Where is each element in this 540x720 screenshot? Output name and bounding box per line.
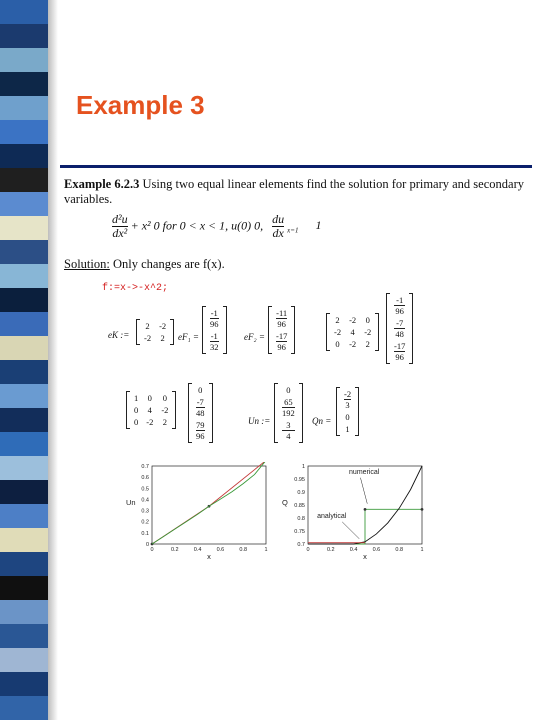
- matrix-cell: -2: [349, 315, 357, 325]
- matrix-cell: -2: [349, 339, 357, 349]
- ode-tail: + x² 0 for 0 < x < 1, u(0) 0,: [130, 218, 264, 233]
- matrix-cell: 1: [345, 424, 350, 434]
- stripe-block: [0, 72, 48, 96]
- y-tick-label: 0.7: [141, 464, 149, 470]
- matrix-cell: 0: [365, 315, 370, 325]
- matrix-cell: 0: [162, 393, 168, 403]
- stripe-block: [0, 648, 48, 672]
- matrix-cell: 0: [335, 339, 340, 349]
- matrix-cell: -2: [159, 321, 167, 331]
- stripe-block: [0, 456, 48, 480]
- matrix-cell: 2: [145, 321, 150, 331]
- x-tick-label: 0.2: [170, 547, 179, 553]
- y-tick-label: 0.3: [141, 508, 149, 515]
- solution-line: [64, 257, 225, 272]
- stripe-shadow: [48, 0, 58, 720]
- decorative-stripe: [0, 0, 48, 720]
- matrix-cell: 2: [365, 339, 370, 349]
- stripe-block: [0, 216, 48, 240]
- x-tick-label: 1: [264, 547, 268, 553]
- bc-rhs: 1: [315, 218, 322, 233]
- problem-statement: [64, 177, 524, 207]
- solution-text: Only changes are f(x).: [112, 257, 225, 271]
- matrix-cell: 0: [286, 385, 291, 395]
- stripe-block: [0, 600, 48, 624]
- eK-matrix: [136, 320, 174, 344]
- y-tick-label: 1: [301, 464, 305, 470]
- x-tick-label: 0.4: [349, 547, 358, 553]
- x-tick-label: 0.4: [193, 547, 202, 553]
- stripe-block: [0, 672, 48, 696]
- ode-denominator: dx²: [112, 226, 128, 240]
- stripe-block: [0, 288, 48, 312]
- slide-title: Example 3: [76, 90, 205, 120]
- matrix-cell: 0: [147, 393, 152, 403]
- analytical-annotation: analytical: [317, 513, 347, 520]
- eK-label: eK :=: [108, 330, 130, 340]
- stripe-block: [0, 360, 48, 384]
- global-F-matrix: [386, 294, 413, 363]
- matrix-cell: 2: [160, 333, 165, 343]
- y-tick-label: 0.9: [297, 490, 305, 496]
- x-axis-label: x: [363, 552, 367, 561]
- bc-denominator: dx: [272, 226, 284, 240]
- matrix-cell: 0: [198, 385, 203, 395]
- y-tick-label: 0.7: [297, 542, 305, 548]
- x-axis-label: x: [207, 552, 211, 561]
- x-tick-label: 1: [420, 547, 424, 553]
- matrix-cell: 2: [162, 417, 168, 427]
- stripe-block: [0, 264, 48, 288]
- stripe-block: [0, 576, 48, 600]
- stripe-block: [0, 48, 48, 72]
- stripe-block: [0, 504, 48, 528]
- stripe-block: [0, 528, 48, 552]
- stripe-block: [0, 336, 48, 360]
- matrix-cell: 1: [134, 393, 139, 403]
- stripe-block: [0, 624, 48, 648]
- matrix-cell: -17 96: [394, 341, 406, 362]
- x-tick-label: 0: [306, 547, 310, 553]
- x-tick-label: 0.6: [216, 547, 225, 553]
- stripe-block: [0, 384, 48, 408]
- ode-numerator: d²u: [112, 212, 128, 226]
- y-tick-label: 0.6: [141, 475, 149, 482]
- matrix-cell: 4: [147, 405, 152, 415]
- stripe-block: [0, 552, 48, 576]
- solution-lead: Solution:: [64, 257, 110, 271]
- y-tick-label: 0.8: [297, 516, 305, 522]
- matrix-cell: 0: [134, 417, 139, 427]
- y-tick-label: 0.5: [141, 486, 149, 493]
- stripe-block: [0, 24, 48, 48]
- Qn-matrix: [336, 388, 359, 435]
- matrix-cell: -2: [161, 405, 169, 415]
- y-tick-label: 0: [145, 542, 149, 548]
- stripe-block: [0, 168, 48, 192]
- stripe-block: [0, 0, 48, 24]
- eF1-label: eF₁ =: [178, 332, 199, 342]
- ode-fraction: [112, 213, 128, 240]
- stripe-block: [0, 144, 48, 168]
- bc-fraction: [272, 213, 284, 240]
- matrix-cell: -17 96: [276, 331, 288, 352]
- matrix-cell: -11 96: [276, 308, 288, 329]
- y-tick-label: 0.75: [294, 529, 305, 535]
- eF1-matrix: [202, 307, 227, 353]
- stripe-block: [0, 696, 48, 720]
- stripe-block: [0, 312, 48, 336]
- matrix-cell: -1 96: [395, 295, 404, 316]
- bc-K-matrix: [126, 392, 176, 428]
- matrix-cell: -1 96: [210, 308, 219, 329]
- y-tick-label: 0.1: [141, 530, 149, 537]
- stripe-block: [0, 240, 48, 264]
- matrix-cell: -2: [146, 417, 154, 427]
- matrix-cell: 2: [335, 315, 340, 325]
- matrix-cell: -1 32: [210, 331, 219, 352]
- ode-equation: [112, 213, 322, 240]
- matrix-cell: 4: [350, 327, 355, 337]
- title-rule: [60, 165, 532, 168]
- stripe-block: [0, 480, 48, 504]
- x-tick-label: 0.2: [326, 547, 335, 553]
- x-tick-label: 0.8: [239, 547, 248, 553]
- y-axis-label: Un: [126, 498, 136, 507]
- data-point: [364, 508, 367, 511]
- eF2-matrix: [268, 307, 295, 353]
- y-tick-label: 0.4: [141, 497, 149, 504]
- stripe-block: [0, 120, 48, 144]
- stripe-block: [0, 192, 48, 216]
- matrix-cell: 0: [345, 412, 350, 422]
- matrix-cell: -2: [364, 327, 372, 337]
- q-chart: [276, 462, 428, 562]
- series-line: [152, 462, 266, 544]
- maple-input: f:=x->-x^2;: [102, 283, 169, 294]
- matrix-cell: 79 96: [196, 420, 205, 441]
- bc-subscript: x=1: [287, 226, 299, 235]
- matrix-cell: -7 48: [196, 397, 205, 418]
- global-K-matrix: [326, 314, 379, 350]
- y-tick-label: 0.85: [294, 503, 305, 509]
- bc-numerator: du: [272, 212, 285, 226]
- x-tick-label: 0.6: [372, 547, 381, 553]
- eF2-label: eF₂ =: [244, 332, 265, 342]
- x-tick-label: 0.8: [395, 547, 404, 553]
- matrix-cell: 3 4: [278, 419, 299, 442]
- x-tick-label: 0: [150, 547, 154, 553]
- data-point: [421, 508, 424, 511]
- matrix-cell: 0: [134, 405, 139, 415]
- un-chart: [120, 462, 272, 562]
- Un-matrix: [274, 384, 303, 442]
- matrix-cell: 65 192: [282, 397, 295, 418]
- numerical-pointer: [360, 478, 367, 504]
- numerical-annotation: numerical: [349, 468, 380, 476]
- y-axis-label: Q: [282, 498, 288, 507]
- stripe-block: [0, 408, 48, 432]
- y-tick-label: 0.2: [141, 519, 149, 526]
- bc-F-matrix: [188, 384, 213, 442]
- matrix-cell: -7 48: [395, 318, 404, 339]
- Un-label: Un :=: [248, 416, 271, 426]
- y-tick-label: 0.95: [294, 477, 305, 483]
- matrix-cell: -2: [334, 327, 342, 337]
- problem-text: Using two equal linear elements find the solution for primary and secondary variables.: [64, 177, 524, 206]
- matrix-cell: -2: [144, 333, 152, 343]
- stripe-block: [0, 96, 48, 120]
- analytical-pointer: [342, 522, 359, 539]
- problem-lead: Example 6.2.3: [64, 177, 140, 191]
- stripe-block: [0, 432, 48, 456]
- Qn-label: Qn =: [312, 416, 332, 426]
- matrix-cell: -2 3: [344, 389, 352, 410]
